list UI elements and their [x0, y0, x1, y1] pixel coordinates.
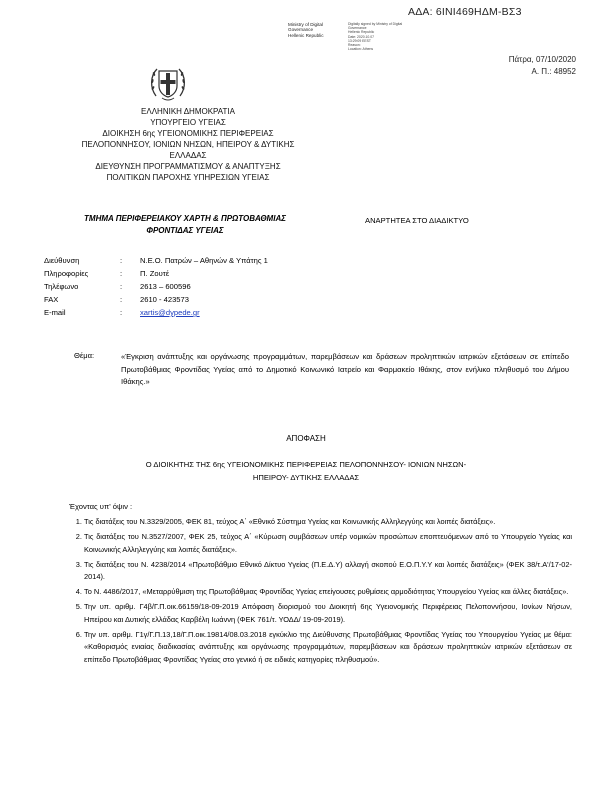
- signature-line: Ministry of Digital: [288, 22, 323, 27]
- governor-line: Ο ΔΙΟΙΚΗΤΗΣ ΤΗΣ 6ης ΥΓΕΙΟΝΟΜΙΚΗΣ ΠΕΡΙΦΕΡΕΙΑΣ ΠΕΛΟΠΟΝΝΗΣΟΥ- ΙΟΝΙΩΝ ΝΗΣΩΝ-: [145, 460, 467, 469]
- contact-label: FAX: [44, 295, 59, 304]
- contact-label: Τηλέφωνο: [44, 282, 79, 291]
- list-item: 2. Τις διατάξεις του Ν.3527/2007, ΦΕΚ 25, τεύχος Α΄ «Κύρωση συμβάσεων υπέρ νομικών προσώπων εποπτευόμενων από το Υπουργείο Υγείας και Κοινωνικής Αλληλεγγύης και λοιπές διατάξεις».: [84, 531, 572, 556]
- department-line: ΦΡΟΝΤΙΔΑΣ ΥΓΕΙΑΣ: [146, 226, 224, 235]
- header-line: ΠΕΛΟΠΟΝΝΗΣΟΥ, ΙΟΝΙΩΝ ΝΗΣΩΝ, ΗΠΕΙΡΟΥ & ΔΥΤΙΚΗΣ: [81, 140, 295, 149]
- greek-coat-of-arms-icon: [148, 62, 188, 104]
- contact-colon: :: [120, 256, 123, 265]
- contact-value: Π. Ζουτέ: [140, 269, 170, 278]
- contact-colon: :: [120, 308, 123, 317]
- date-block: [504, 54, 576, 78]
- protocol-number: Α. Π.: 48952: [531, 67, 576, 76]
- signature-line: Hellenic Republic: [288, 32, 324, 38]
- contact-label: Πληροφορίες: [44, 269, 89, 278]
- governor-line: ΗΠΕΙΡΟΥ- ΔΥΤΙΚΗΣ ΕΛΛΑΔΑΣ: [252, 473, 360, 482]
- signature-detail-line: Digitally signed by Ministry of Digital Governance: [348, 22, 403, 31]
- decision-title: ΑΠΟΦΑΣΗ: [286, 434, 326, 443]
- list-item: 6. Την υπ. αριθμ. Γ1γ/Γ.Π.13,18/Γ.Π.οικ.19814/08.03.2018 εγκύκλιο της Διεύθυνσης Πρωτοβάθμιας Φροντίδας Υγείας του Υπουργείου Υγείας με θέμα: «Καθορισμός ενιαίας διαδικασίας ανάπτυξης και οργάνωσης προγραμμάτων, παρεμβάσεων και δράσεων προληπτικών ιατρικών εξετάσεων σε επίπεδο Πρωτοβάθμιας Φροντίδας Υγείας στο γενικό ή σε ειδικές κατηγορίες πληθυσμού».: [84, 629, 572, 667]
- contact-label: E-mail: [44, 308, 66, 317]
- list-item: 4. Το Ν. 4486/2017, «Μεταρρύθμιση της Πρωτοβάθμιας Φροντίδας Υγείας επείγουσες ρυθμίσεις αρμοδιότητας Υπουργείου Υγείας και άλλες διατάξεις».: [84, 586, 572, 599]
- considerations-list: [60, 516, 572, 669]
- signature-detail-line: 13:29:09 EEST: [348, 38, 371, 43]
- contact-value: Ν.Ε.Ο. Πατρών – Αθηνών & Υπάτης 1: [140, 256, 268, 265]
- signature-detail-line: Location: Athens: [348, 47, 374, 52]
- digital-signature-details: [348, 22, 404, 51]
- considerations-intro: Έχοντας υπ' όψιν :: [69, 502, 133, 511]
- signature-detail-line: Reason:: [348, 43, 361, 48]
- header-line: ΠΟΛΙΤΙΚΩΝ ΠΑΡΟΧΗΣ ΥΠΗΡΕΣΙΩΝ ΥΓΕΙΑΣ: [106, 173, 270, 182]
- contact-colon: :: [120, 295, 123, 304]
- document-date: Πάτρα, 07/10/2020: [508, 55, 576, 64]
- publication-note: ΑΝΑΡΤΗΤΕΑ ΣΤΟ ΔΙΑΔΙΚΤΥΟ: [365, 216, 469, 225]
- subject-text: «Έγκριση ανάπτυξης και οργάνωσης προγραμμάτων, παρεμβάσεων και δράσεων προληπτικών ιατρικών εξετάσεων σε επίπεδο Πρωτοβάθμιας Φροντίδας Υγείας από το Δημοτικό Κοινωνικό Ιατρείο και Φαρμακείο Ιθάκης, στον ενήλικο πληθυσμό του Δήμου Ιθάκης.»: [121, 352, 569, 386]
- contact-row: [44, 267, 268, 280]
- subject-label: Θέμα:: [74, 351, 95, 360]
- contact-row: [44, 293, 268, 306]
- header-line: ΕΛΛΑΔΑΣ: [169, 151, 207, 160]
- header-line: ΔΙΕΥΘΥΝΣΗ ΠΡΟΓΡΑΜΜΑΤΙΣΜΟΥ & ΑΝΑΠΤΥΞΗΣ: [95, 162, 281, 171]
- contact-row: [44, 254, 268, 267]
- list-item: 1. Τις διατάξεις του Ν.3329/2005, ΦΕΚ 81, τεύχος Α΄ «Εθνικό Σύστημα Υγείας και Κοινωνικής Αλληλεγγύης και λοιπές διατάξεις».: [84, 516, 572, 529]
- signature-detail-line: Date: 2020.10.07: [348, 34, 375, 39]
- department-line: ΤΜΗΜΑ ΠΕΡΙΦΕΡΕΙΑΚΟΥ ΧΑΡΤΗ & ΠΡΩΤΟΒΑΘΜΙΑΣ: [84, 214, 286, 223]
- contact-colon: :: [120, 269, 123, 278]
- signature-line: Governance: [288, 27, 314, 33]
- governor-heading: [120, 458, 492, 484]
- contact-details: [44, 254, 268, 319]
- contact-label: Διεύθυνση: [44, 256, 80, 265]
- contact-row: [44, 280, 268, 293]
- contact-row: [44, 306, 268, 319]
- contact-value: 2610 - 423573: [140, 295, 189, 304]
- issuer-header: [40, 106, 336, 183]
- contact-colon: :: [120, 282, 123, 291]
- email-link[interactable]: xartis@dypede.gr: [140, 308, 200, 317]
- ada-number: ΑΔΑ: 6ΙΝΙ469ΗΔΜ-ΒΣ3: [408, 6, 522, 18]
- digital-signature-issuer: [288, 22, 324, 38]
- header-line: ΔΙΟΙΚΗΣΗ 6ης ΥΓΕΙΟΝΟΜΙΚΗΣ ΠΕΡΙΦΕΡΕΙΑΣ: [102, 129, 274, 138]
- signature-detail-line: Hellenic Republic: [348, 30, 375, 35]
- list-item: 5. Την υπ. αριθμ. Γ4β/Γ.Π.οικ.66159/18-09-2019 Απόφαση διορισμού του Διοικητή 6ης Υγειονομικής Περιφέρειας Πελοποννήσου, Ιονίων Νήσων, Ηπείρου και Δυτικής ελλάδας Καρβέλη Ιωάννη (ΦΕΚ 761/τ. ΥΟΔΔ/ 19-09-2019).: [84, 601, 572, 626]
- header-line: ΕΛΛΗΝΙΚΗ ΔΗΜΟΚΡΑΤΙΑ: [141, 107, 235, 116]
- department-name: [60, 213, 310, 237]
- list-item: 3. Τις διατάξεις του Ν. 4238/2014 «Πρωτοβάθμιο Εθνικό Δίκτυο Υγείας (Π.Ε.Δ.Υ) αλλαγή σκοπού Ε.Ο.Π.Υ.Υ και λοιπές διατάξεις» (ΦΕΚ 38/τ.Α'/17-02-2014).: [84, 559, 572, 584]
- header-line: ΥΠΟΥΡΓΕΙΟ ΥΓΕΙΑΣ: [150, 118, 226, 127]
- contact-value: 2613 – 600596: [140, 282, 191, 291]
